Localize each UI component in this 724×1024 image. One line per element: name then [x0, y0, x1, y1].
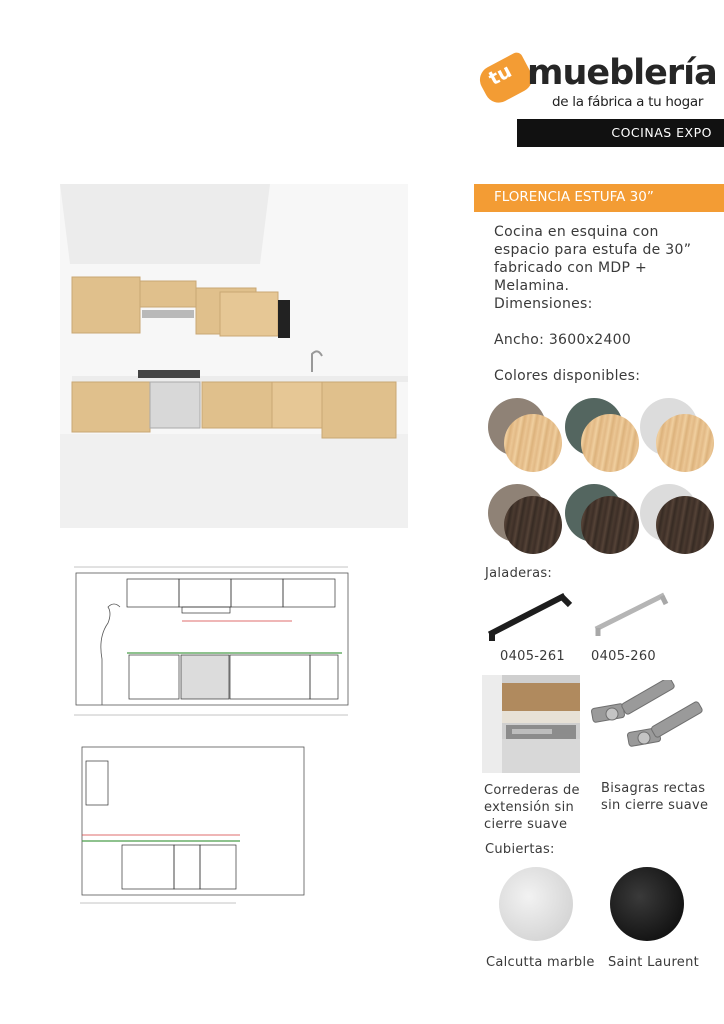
handles-label: Jaladeras:: [485, 566, 553, 581]
product-title: FLORENCIA ESTUFA 30”: [474, 184, 724, 212]
black-handle-image: [484, 585, 576, 645]
countertop-saint-laurent: Saint Laurent: [608, 955, 700, 970]
swatch-light-wood: [581, 414, 639, 472]
kitchen-render-photo: [60, 184, 408, 528]
swatch-dark-wood: [656, 496, 714, 554]
logo-tagline: de la fábrica a tu hogar: [552, 94, 704, 110]
countertops-label: Cubiertas:: [485, 842, 555, 857]
dimensions-label: Dimensiones:: [494, 296, 593, 312]
logo-tag-text: tu: [485, 59, 516, 91]
saint-laurent-swatch: [610, 867, 684, 941]
width-value: Ancho: 3600x2400: [494, 332, 632, 348]
countertop-calcutta: Calcutta marble: [486, 955, 595, 970]
hinges-label: Bisagras rectas sin cierre suave: [601, 781, 709, 813]
swatch-light-wood: [504, 414, 562, 472]
swatch-dark-wood: [504, 496, 562, 554]
handle-code-silver: 0405-260: [591, 649, 656, 664]
section-label: COCINAS EXPO: [517, 119, 724, 147]
slides-label: Correderas de extensión sin cierre suave: [484, 783, 580, 832]
drawer-slide-image: [482, 675, 580, 773]
hinges-image: [586, 680, 706, 760]
handle-code-black: 0405-261: [500, 649, 565, 664]
calcutta-marble-swatch: [499, 867, 573, 941]
elevation-drawing-side: [60, 745, 308, 913]
swatch-light-wood: [656, 414, 714, 472]
silver-handle-image: [592, 588, 672, 640]
colors-label: Colores disponibles:: [494, 368, 641, 384]
product-description: Cocina en esquina con espacio para estufa de 30” fabricado con MDP + Melamina.: [494, 224, 692, 294]
elevation-drawing-front: [52, 555, 352, 723]
swatch-dark-wood: [581, 496, 639, 554]
logo-wordmark: mueblería: [527, 53, 717, 93]
